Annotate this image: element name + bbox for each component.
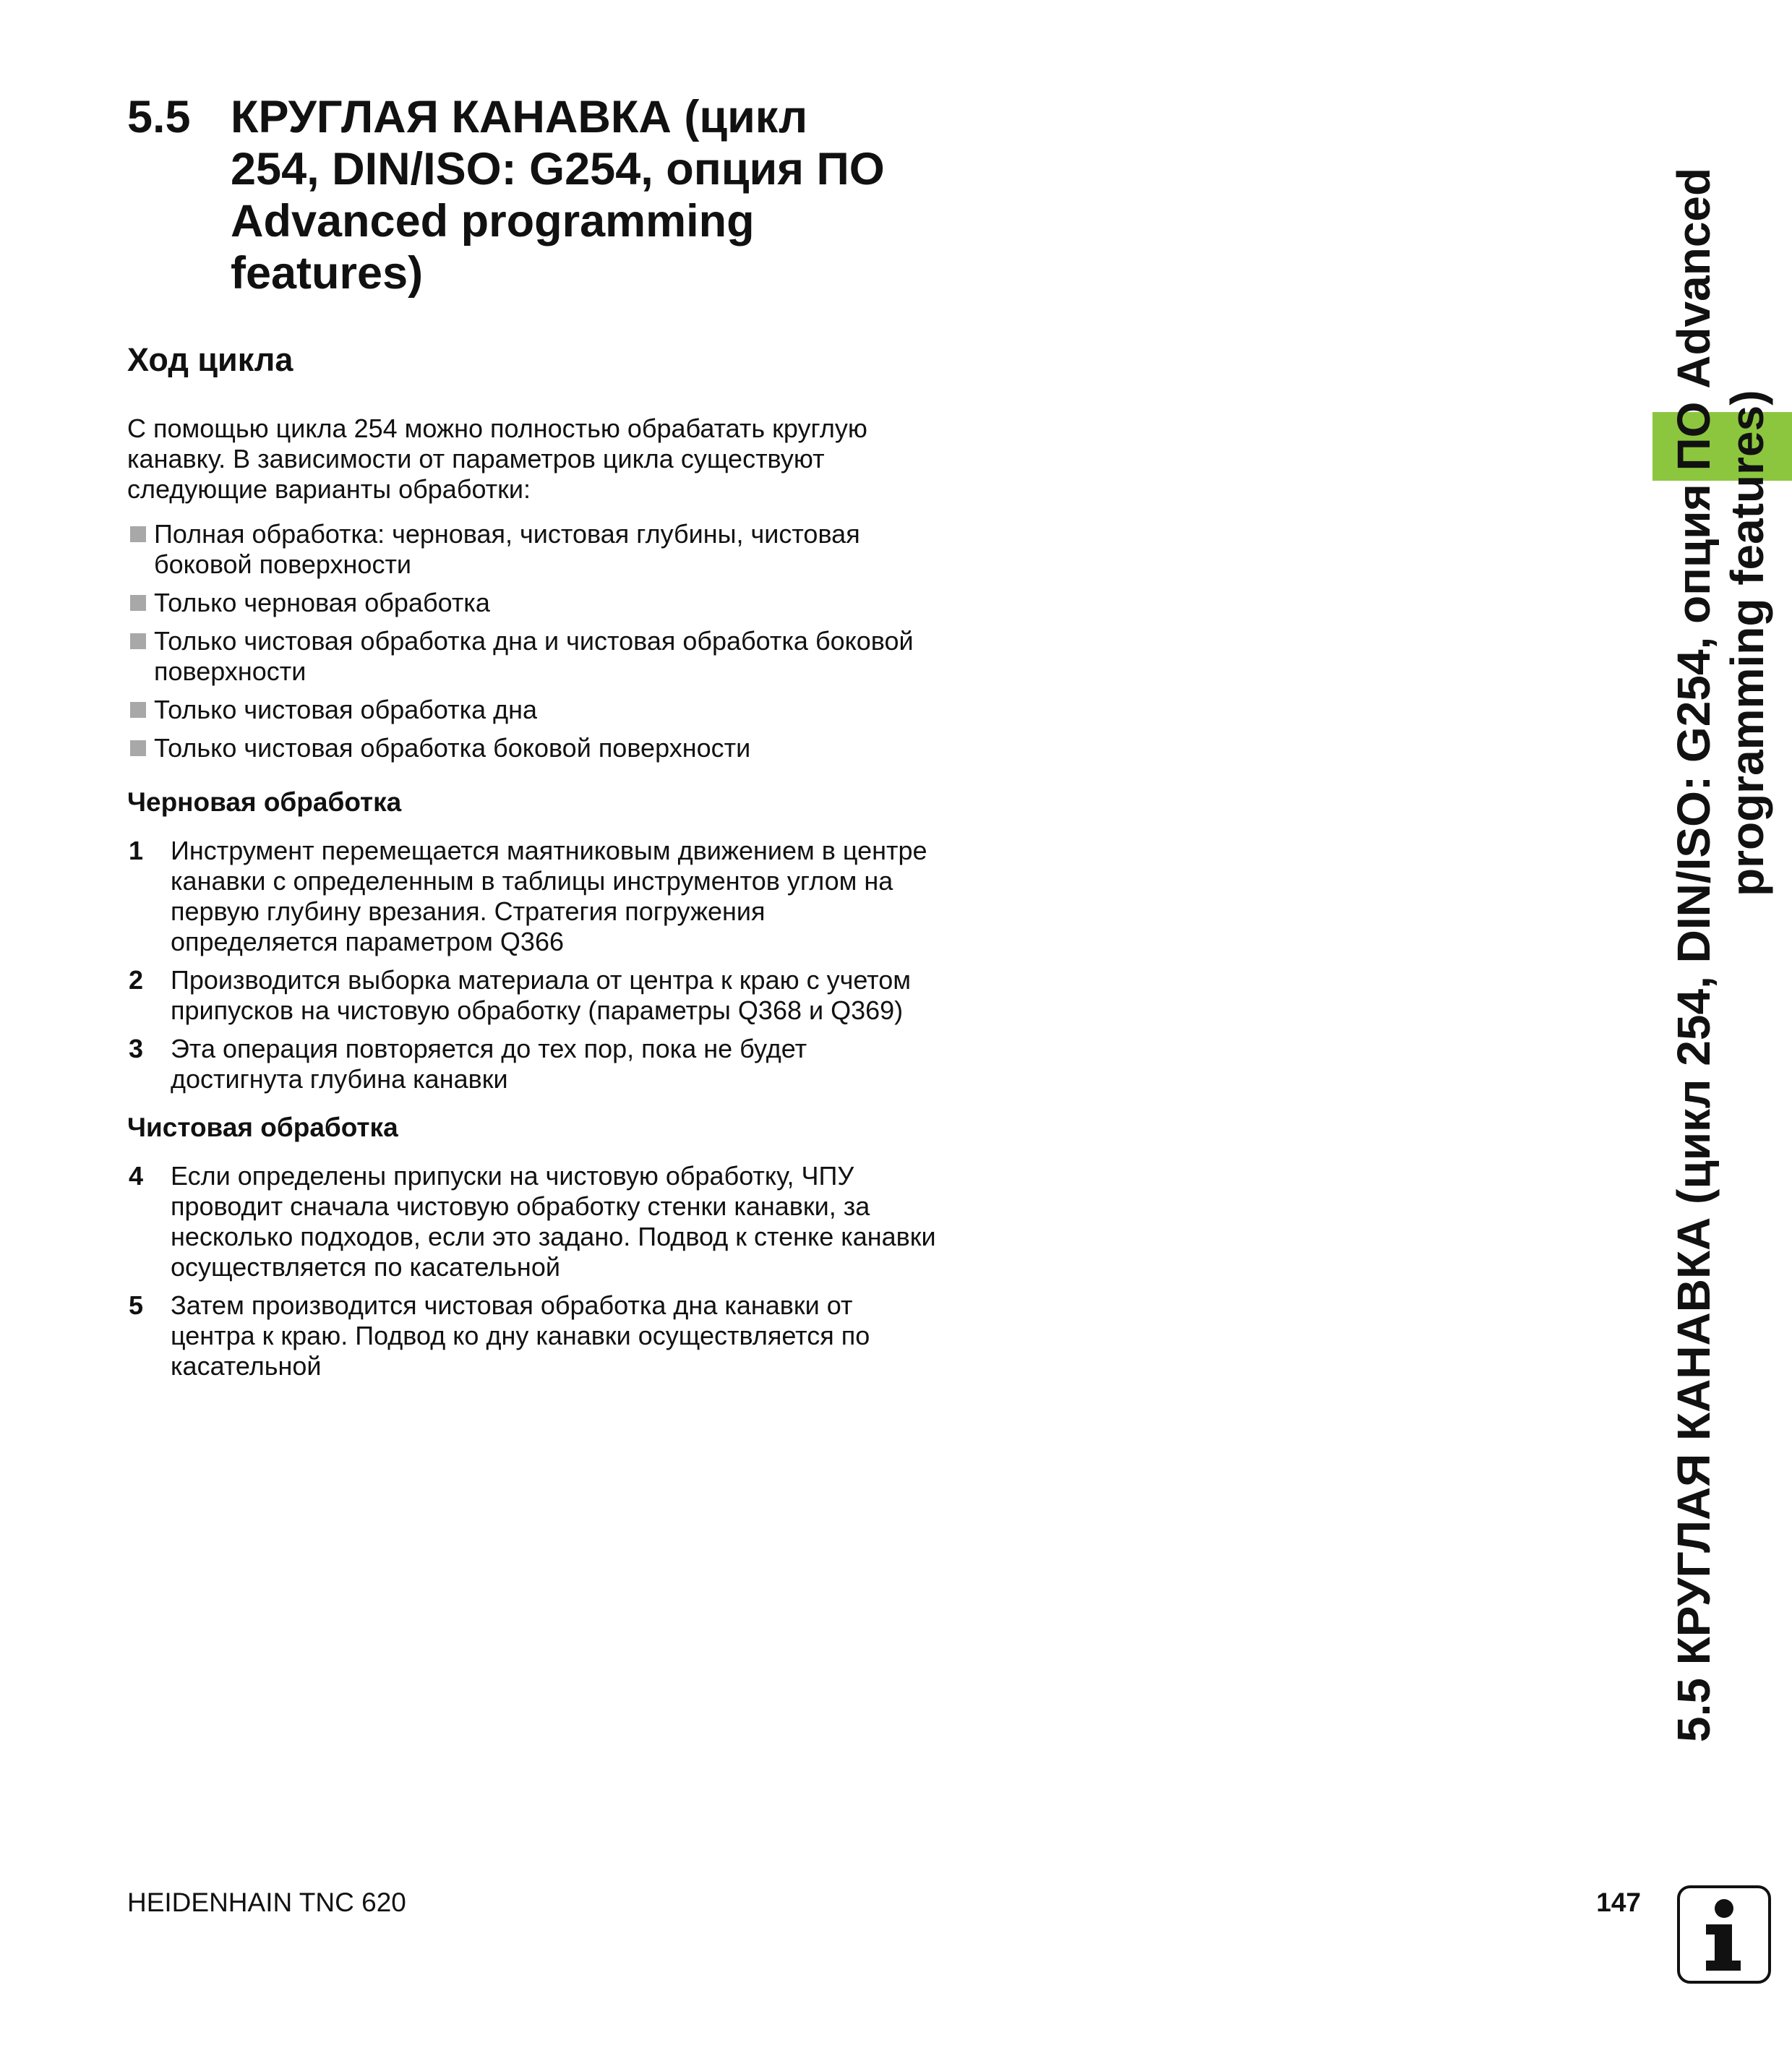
step-number: 1 bbox=[129, 836, 144, 865]
step-item bbox=[127, 836, 995, 957]
side-running-title bbox=[1667, 80, 1774, 1742]
list-item-line: Полная обработка: черновая, чистовая глубины, чистовая bbox=[154, 519, 860, 549]
step-line: определяется параметром Q366 bbox=[171, 927, 564, 956]
side-title-line-1: 5.5 КРУГЛАЯ КАНАВКА (цикл 254, DIN/ISO: G254, опция ПО Advanced bbox=[1668, 167, 1720, 1742]
step-number: 2 bbox=[129, 965, 144, 995]
list-item-line: поверхности bbox=[154, 656, 306, 686]
step-line: Эта операция повторяется до тех пор, пока не будет bbox=[171, 1034, 807, 1063]
step-line: проводит сначала чистовую обработку стенки канавки, за bbox=[171, 1191, 870, 1221]
intro-line: канавку. В зависимости от параметров цикла существуют bbox=[127, 444, 825, 474]
machining-variants-list bbox=[127, 519, 995, 763]
step-item bbox=[127, 1161, 995, 1282]
section-title-line-2: 254, DIN/ISO: G254, опция ПО bbox=[231, 144, 885, 194]
step-line: припусков на чистовую обработку (параметры Q368 и Q369) bbox=[171, 995, 904, 1025]
step-line: центра к краю. Подвод ко дну канавки осуществляется по bbox=[171, 1321, 870, 1350]
section-title-line-3: Advanced programming bbox=[231, 196, 755, 247]
list-item bbox=[127, 695, 995, 725]
roughing-heading: Черновая обработка bbox=[127, 787, 402, 817]
step-line: касательной bbox=[171, 1351, 322, 1381]
step-item bbox=[127, 1290, 995, 1381]
list-item-line: Только чистовая обработка боковой поверхности bbox=[154, 733, 751, 763]
section-heading bbox=[127, 91, 966, 299]
bullet-square-icon bbox=[130, 702, 146, 718]
step-number: 3 bbox=[129, 1034, 144, 1063]
bullet-square-icon bbox=[130, 526, 146, 542]
intro-line: следующие варианты обработки: bbox=[127, 474, 531, 504]
roughing-steps bbox=[127, 836, 995, 1094]
list-item-line: Только чистовая обработка дна и чистовая обработка боковой bbox=[154, 626, 914, 656]
step-number: 5 bbox=[129, 1290, 144, 1320]
intro-line: С помощью цикла 254 можно полностью обрабатать круглую bbox=[127, 414, 867, 443]
list-item bbox=[127, 588, 995, 618]
step-line: Производится выборка материала от центра к краю с учетом bbox=[171, 965, 912, 995]
step-number: 4 bbox=[129, 1161, 144, 1191]
section-title-line-1: КРУГЛАЯ КАНАВКА (цикл bbox=[231, 92, 808, 142]
page-number: 147 bbox=[1596, 1888, 1641, 1917]
info-icon bbox=[1677, 1885, 1771, 1984]
step-line: первую глубину врезания. Стратегия погружения bbox=[171, 896, 766, 926]
finishing-steps bbox=[127, 1161, 995, 1381]
finishing-heading: Чистовая обработка bbox=[127, 1113, 398, 1142]
side-title-line-2: programming features) bbox=[1721, 390, 1773, 896]
bullet-square-icon bbox=[130, 595, 146, 611]
step-item bbox=[127, 965, 995, 1026]
list-item bbox=[127, 733, 995, 763]
step-line: Инструмент перемещается маятниковым движением в центре bbox=[171, 836, 927, 865]
bullet-square-icon bbox=[130, 740, 146, 756]
info-glyph-icon bbox=[1680, 1888, 1768, 1981]
step-line: Затем производится чистовая обработка дна канавки от bbox=[171, 1290, 853, 1320]
step-line: канавки с определенным в таблицы инструментов углом на bbox=[171, 866, 893, 896]
step-line: осуществляется по касательной bbox=[171, 1252, 560, 1282]
step-line: достигнута глубина канавки bbox=[171, 1064, 508, 1094]
bullet-square-icon bbox=[130, 633, 146, 649]
step-line: Если определены припуски на чистовую обработку, ЧПУ bbox=[171, 1161, 854, 1191]
step-item bbox=[127, 1034, 995, 1094]
list-item-line: боковой поверхности bbox=[154, 549, 412, 579]
footer-product-name: HEIDENHAIN TNC 620 bbox=[127, 1888, 406, 1917]
list-item-line: Только чистовая обработка дна bbox=[154, 695, 538, 724]
intro-paragraph bbox=[127, 414, 995, 505]
list-item-line: Только черновая обработка bbox=[154, 588, 490, 617]
list-item bbox=[127, 519, 995, 580]
cycle-run-heading: Ход цикла bbox=[127, 341, 293, 378]
section-title-line-4: features) bbox=[231, 248, 424, 299]
list-item bbox=[127, 626, 995, 687]
step-line: несколько подходов, если это задано. Подвод к стенке канавки bbox=[171, 1222, 936, 1251]
section-number: 5.5 bbox=[127, 92, 191, 142]
